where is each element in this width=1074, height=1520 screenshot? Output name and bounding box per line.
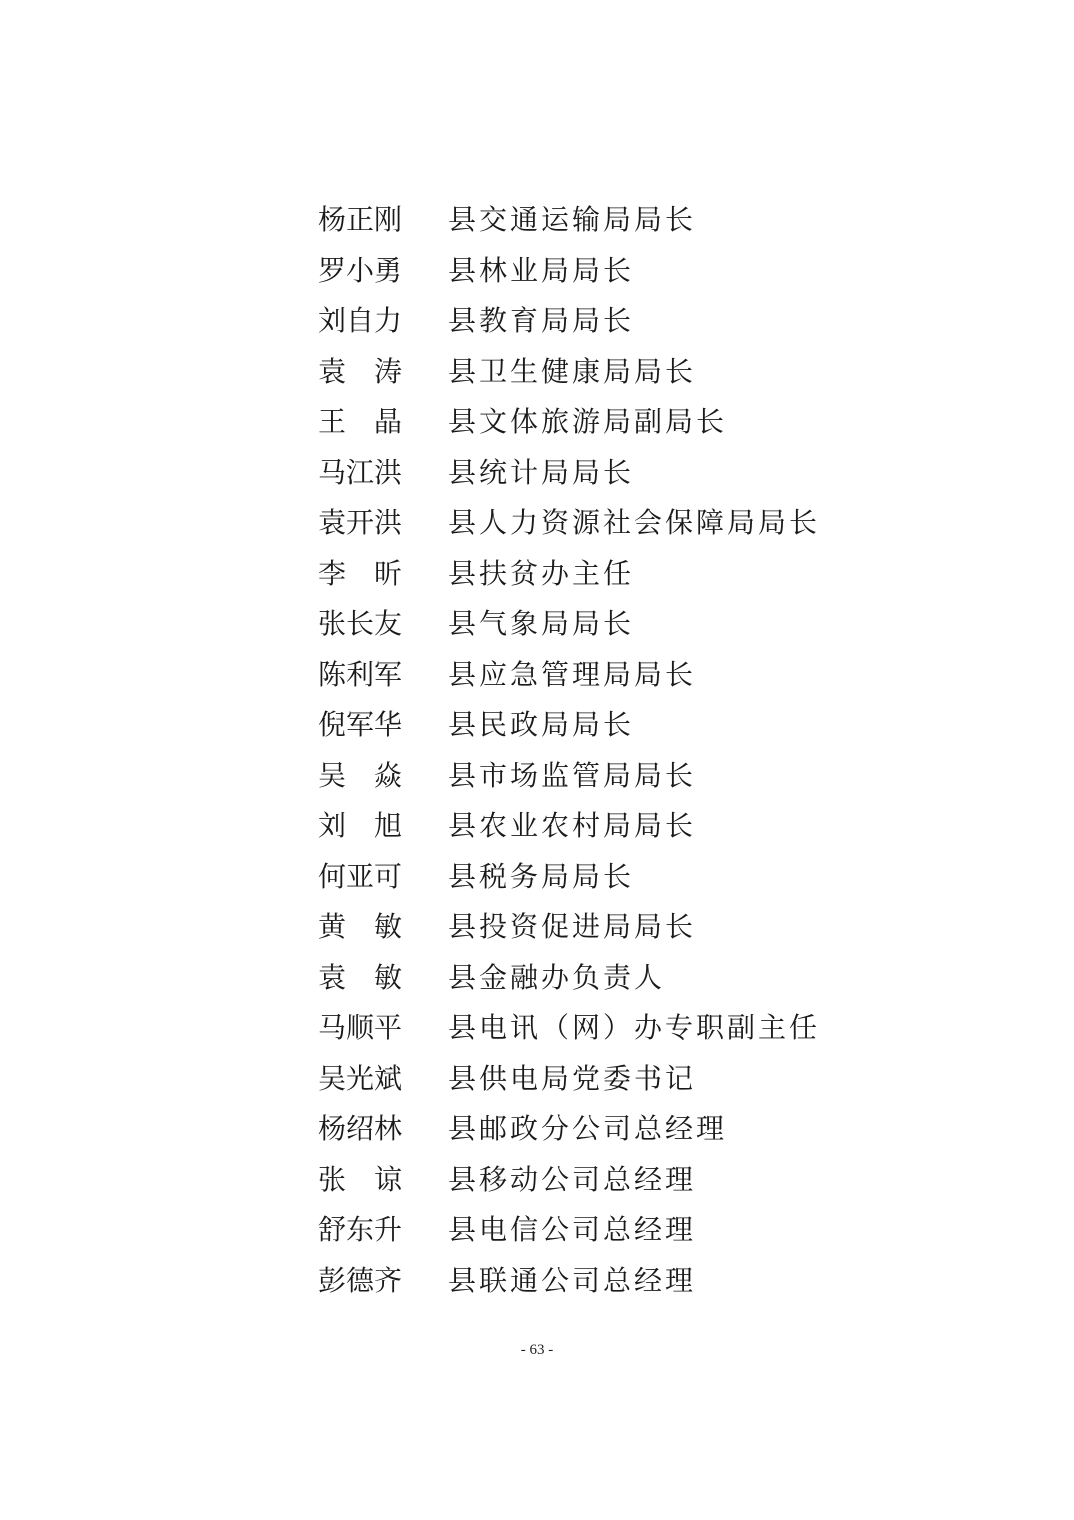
member-title: 县扶贫办主任 [448,556,635,590]
member-title: 县税务局局长 [448,859,635,893]
list-item [318,1254,838,1305]
member-name: 倪 军 华 [318,708,403,742]
list-item [318,1001,838,1052]
member-name: 王 晶 [318,405,402,439]
member-name: 何 亚 可 [318,859,403,893]
member-name: 彭 德 齐 [318,1263,403,1297]
member-title: 县供电局党委书记 [448,1061,697,1095]
list-item [318,446,838,497]
member-name: 袁 敏 [318,960,402,994]
member-title: 县邮政分公司总经理 [448,1112,728,1146]
member-title: 县农业农村局局长 [448,809,697,843]
member-name: 舒 东 升 [318,1213,403,1247]
member-title: 县市场监管局局长 [448,758,697,792]
member-name: 罗 小 勇 [318,253,403,287]
member-title: 县移动公司总经理 [448,1162,697,1196]
member-title: 县人力资源社会保障局局长 [448,506,821,540]
member-name: 马 江 洪 [318,455,403,489]
member-title: 县交通运输局局长 [448,203,697,237]
list-item [318,951,838,1002]
member-name: 陈 利 军 [318,657,403,691]
member-title: 县金融办负责人 [448,960,666,994]
list-item [318,1052,838,1103]
member-title: 县统计局局长 [448,455,635,489]
member-name: 袁 开 洪 [318,506,403,540]
member-title: 县卫生健康局局长 [448,354,697,388]
list-item [318,698,838,749]
member-name: 张 谅 [318,1162,402,1196]
member-list [318,193,838,1304]
list-item [318,294,838,345]
list-item [318,597,838,648]
list-item [318,749,838,800]
list-item [318,193,838,244]
member-title: 县文体旅游局副局长 [448,405,728,439]
list-item [318,1102,838,1153]
list-item [318,900,838,951]
member-name: 马 顺 平 [318,1011,403,1045]
list-item [318,850,838,901]
list-item [318,1153,838,1204]
member-name: 刘 旭 [318,809,402,843]
list-item [318,1203,838,1254]
list-item [318,496,838,547]
member-title: 县应急管理局局长 [448,657,697,691]
member-name: 杨 正 刚 [318,203,403,237]
member-name: 袁 涛 [318,354,402,388]
member-name: 张 长 友 [318,607,403,641]
list-item [318,799,838,850]
list-item [318,648,838,699]
member-title: 县林业局局长 [448,253,635,287]
member-name: 刘 自 力 [318,304,403,338]
member-title: 县电信公司总经理 [448,1213,697,1247]
member-title: 县教育局局长 [448,304,635,338]
member-title: 县投资促进局局长 [448,910,697,944]
list-item [318,395,838,446]
page-number: - 63 - [520,1342,554,1358]
member-name: 吴 焱 [318,758,402,792]
member-title: 县气象局局长 [448,607,635,641]
member-title: 县民政局局长 [448,708,635,742]
list-item [318,244,838,295]
list-item [318,345,838,396]
member-name: 李 昕 [318,556,402,590]
member-name: 黄 敏 [318,910,402,944]
member-title: 县电讯（网）办专职副主任 [448,1011,821,1045]
member-name: 吴 光 斌 [318,1061,403,1095]
member-title: 县联通公司总经理 [448,1263,697,1297]
list-item [318,547,838,598]
member-name: 杨 绍 林 [318,1112,403,1146]
